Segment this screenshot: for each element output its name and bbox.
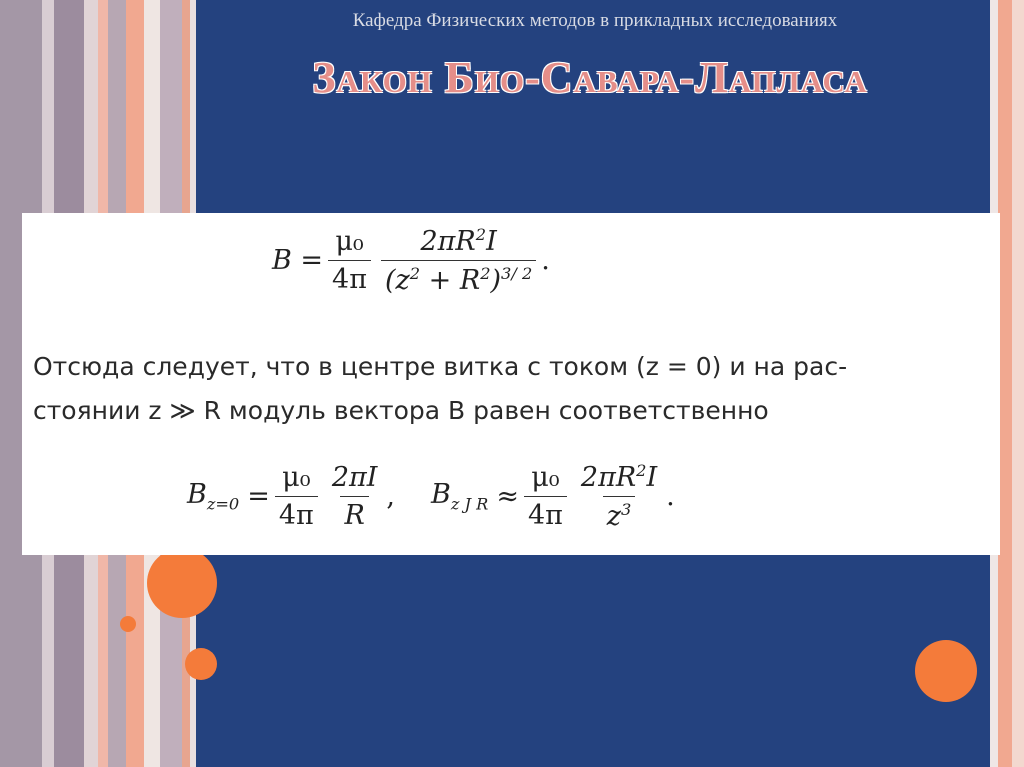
formula2-fraction-mu: $\frac{\text{μ₀}}{4\pi}$: [275, 462, 318, 531]
large-circle-right: [915, 640, 977, 702]
formula-limits: [187, 461, 675, 532]
formula2-fraction-center: $\frac{2\pi I}{R}$: [331, 462, 378, 531]
right-stripe-pale: [1012, 0, 1024, 767]
department-header: Кафедра Физических методов в прикладных исследованиях: [352, 10, 838, 31]
large-circle-left: [147, 548, 217, 618]
formula2-comma: ,: [386, 481, 395, 512]
paragraph-line-2: стоянии z ≫ R модуль вектора B равен соответственно: [33, 396, 769, 425]
formula-panel: [22, 213, 1000, 555]
formula1-end: .: [541, 245, 550, 276]
formula2-end: .: [666, 481, 675, 512]
formula2-equals: =: [247, 481, 270, 512]
formula2-approx: ≈: [496, 481, 519, 512]
right-stripe-salmon: [998, 0, 1012, 767]
small-circle-left: [185, 648, 217, 680]
paragraph-line-1: Отсюда следует, что в центре витка с током (z = 0) и на рас-: [33, 352, 848, 381]
explanation-paragraph: [33, 345, 998, 433]
formula2-fraction-mu-2: $\frac{\text{μ₀}}{4\pi}$: [524, 462, 567, 531]
formula1-fraction-mu: $\frac{\text{μ₀}}{4\pi}$: [328, 226, 371, 295]
formula2-b-center: $B_{z=0}$: [187, 479, 240, 514]
formula1-fraction-main: $\frac{2\pi R^2I}{(z^2 + R^2)^{3/ 2}}$: [381, 225, 536, 296]
formula1-lhs: B =: [272, 245, 324, 276]
tiny-circle-left: [120, 616, 136, 632]
formula2-b-far: $B_{z J R}$: [431, 479, 489, 514]
slide-title: Закон Био-Савара-Лапласа: [312, 53, 868, 102]
formula-biot-savart-axis: [272, 225, 550, 296]
formula2-fraction-far: $\frac{2\pi R^2I}{z^3}$: [580, 461, 658, 532]
